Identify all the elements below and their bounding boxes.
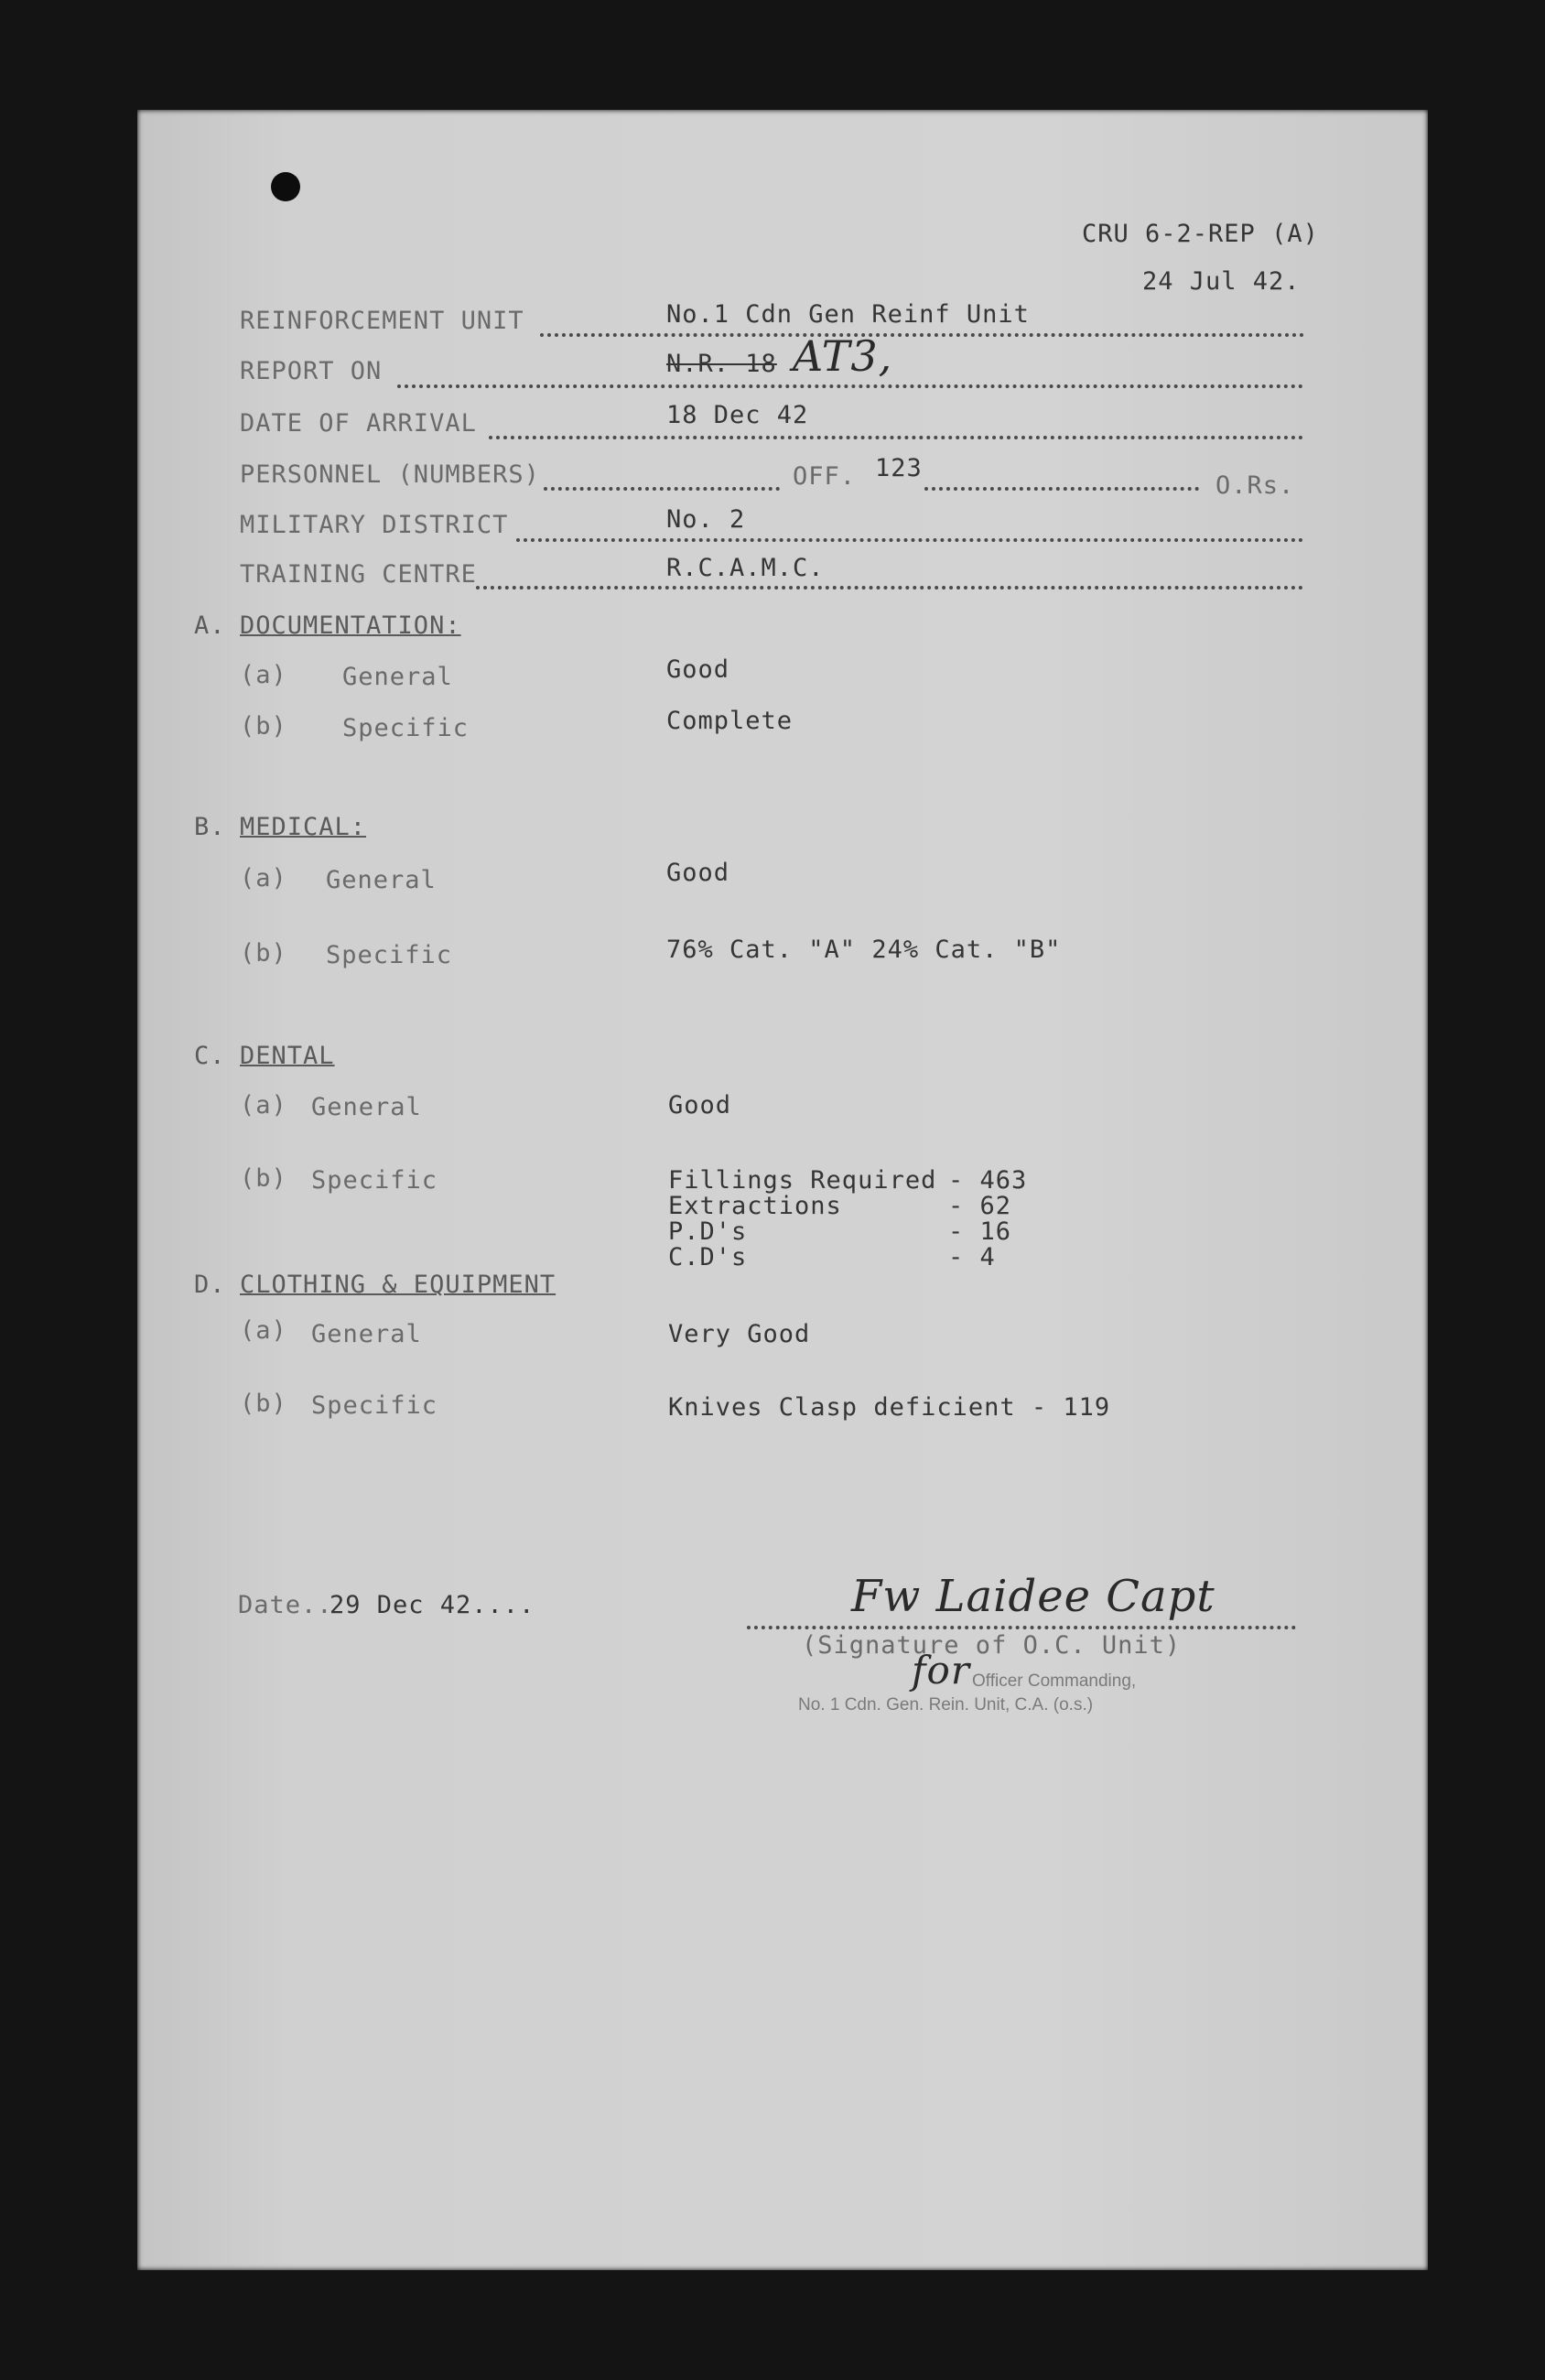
field-value-date-of-arrival: 18 Dec 42 xyxy=(666,401,809,429)
section-c-general-text: General xyxy=(311,1093,422,1121)
section-a-letter: A. xyxy=(194,611,226,640)
section-a-general-label: (a) xyxy=(240,661,287,689)
field-label-personnel: PERSONNEL (NUMBERS) xyxy=(240,460,540,489)
section-c-general-value: Good xyxy=(668,1091,732,1120)
section-d-general-label: (a) xyxy=(240,1316,287,1345)
dotted-leader xyxy=(924,487,1199,491)
stamp-line-2: No. 1 Cdn. Gen. Rein. Unit, C.A. (o.s.) xyxy=(798,1695,1094,1715)
dotted-leader xyxy=(544,487,780,491)
signature-caption: (Signature of O.C. Unit) xyxy=(802,1631,1182,1660)
section-d-letter: D. xyxy=(194,1271,226,1299)
punch-hole xyxy=(271,172,300,201)
signature-line xyxy=(747,1626,1296,1629)
section-b-general-value: Good xyxy=(666,859,730,887)
dental-item-count: - 62 xyxy=(948,1192,1012,1220)
section-a-specific-text: Specific xyxy=(342,714,470,742)
section-d-general-text: General xyxy=(311,1320,422,1348)
section-a-specific-label: (b) xyxy=(240,712,287,741)
section-a-general-text: General xyxy=(342,663,453,691)
footer-date-label: Date.. xyxy=(238,1591,333,1619)
handwritten-report-on: AT3, xyxy=(793,331,893,381)
footer-date-value: 29 Dec 42.... xyxy=(330,1591,535,1619)
field-value-personnel: 123 xyxy=(875,454,923,482)
dental-item-name: C.D's xyxy=(668,1243,748,1271)
section-b-letter: B. xyxy=(194,813,226,841)
dental-item-name: Fillings Required xyxy=(668,1166,937,1195)
section-a-general-value: Good xyxy=(666,655,730,684)
dental-item-name: P.D's xyxy=(668,1217,748,1246)
field-label-other-ranks: O.Rs. xyxy=(1215,471,1295,500)
field-value-training-centre: R.C.A.M.C. xyxy=(666,554,825,582)
section-a-title: DOCUMENTATION: xyxy=(240,611,461,640)
dental-item-count: - 16 xyxy=(948,1217,1012,1246)
section-d-title: CLOTHING & EQUIPMENT xyxy=(240,1271,556,1299)
field-value-report-on: N.R. 18 xyxy=(666,350,777,378)
field-label-training-centre: TRAINING CENTRE xyxy=(240,560,477,589)
stamp-line-1: Officer Commanding, xyxy=(972,1671,1137,1691)
dotted-leader xyxy=(489,436,1303,439)
section-c-letter: C. xyxy=(194,1042,226,1070)
section-d-specific-value: Knives Clasp deficient - 119 xyxy=(668,1393,1111,1422)
dotted-leader xyxy=(476,586,1303,590)
dental-item-count: - 4 xyxy=(948,1243,996,1271)
section-c-specific-label: (b) xyxy=(240,1164,287,1193)
section-b-title: MEDICAL: xyxy=(240,813,367,841)
document-reference: CRU 6-2-REP (A) xyxy=(1082,220,1319,248)
section-c-title: DENTAL xyxy=(240,1042,335,1070)
section-d-specific-text: Specific xyxy=(311,1391,438,1420)
section-b-specific-label: (b) xyxy=(240,939,287,968)
handwritten-for: for xyxy=(912,1648,970,1693)
signature: Fw Laidee Capt xyxy=(851,1571,1215,1622)
section-c-specific-text: Specific xyxy=(311,1166,438,1195)
dotted-leader xyxy=(397,384,1303,388)
section-d-general-value: Very Good xyxy=(668,1320,811,1348)
dotted-leader xyxy=(516,538,1303,542)
field-label-report-on: REPORT ON xyxy=(240,357,383,385)
dotted-leader xyxy=(540,333,1304,337)
dental-item-count: - 463 xyxy=(948,1166,1028,1195)
document-date: 24 Jul 42. xyxy=(1142,267,1301,296)
dental-item-name: Extractions xyxy=(668,1192,842,1220)
field-label-date-of-arrival: DATE OF ARRIVAL xyxy=(240,409,477,438)
field-value-military-district: No. 2 xyxy=(666,505,746,534)
section-a-specific-value: Complete xyxy=(666,707,794,735)
field-label-military-district: MILITARY DISTRICT xyxy=(240,511,509,539)
section-b-general-text: General xyxy=(326,866,437,894)
section-c-general-label: (a) xyxy=(240,1091,287,1120)
field-label-officers: OFF. xyxy=(793,462,857,491)
section-d-specific-label: (b) xyxy=(240,1390,287,1418)
section-b-specific-value: 76% Cat. "A" 24% Cat. "B" xyxy=(666,936,1062,964)
field-label-reinforcement-unit: REINFORCEMENT UNIT xyxy=(240,307,524,335)
field-value-reinforcement-unit: No.1 Cdn Gen Reinf Unit xyxy=(666,300,1030,329)
section-b-specific-text: Specific xyxy=(326,941,453,969)
section-b-general-label: (a) xyxy=(240,864,287,892)
